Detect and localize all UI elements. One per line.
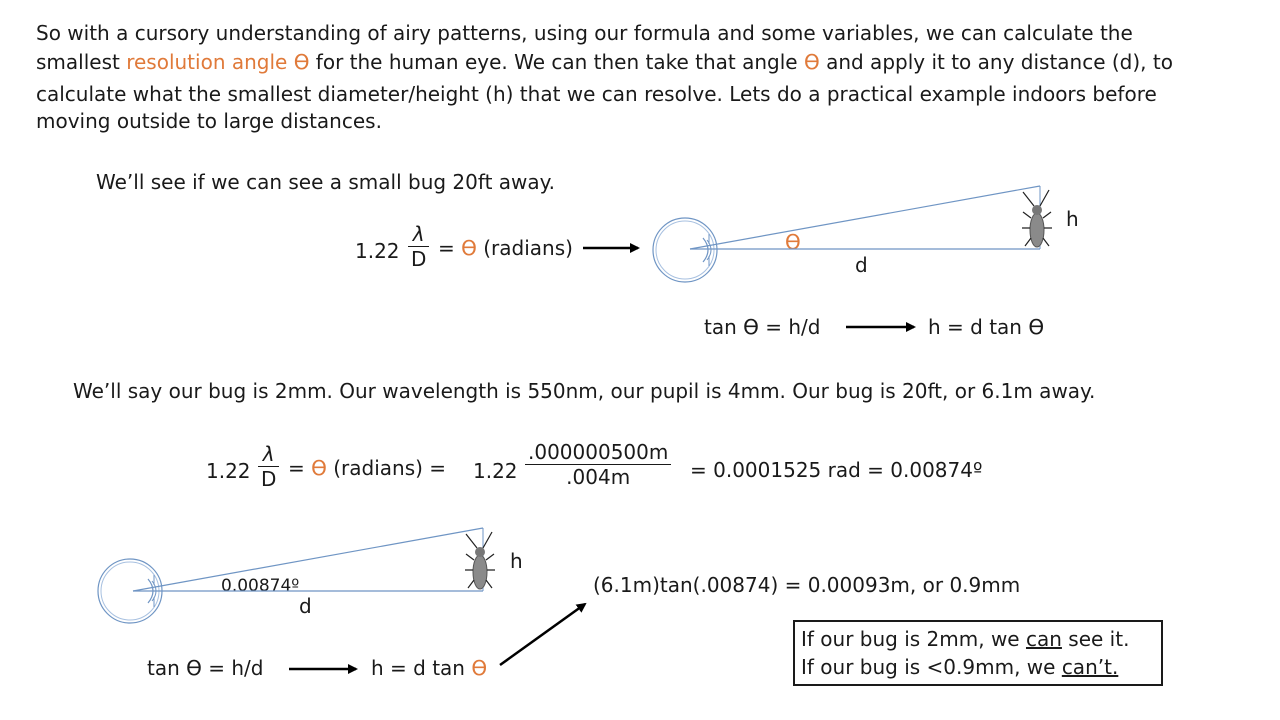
tan-relation2-left: tan ϴ = h/d: [147, 656, 264, 680]
calc-equals: =: [288, 456, 305, 480]
tan-relation2-right-a: h = d tan: [371, 656, 472, 680]
intro-line-2-c: for the human eye. We can then take that angle: [309, 50, 804, 74]
calc-wavelength: .000000500m: [528, 440, 669, 464]
formula1-coef: 1.22: [355, 239, 400, 263]
formula1-lambda: λ: [412, 222, 425, 246]
formula1-equals: =: [438, 236, 455, 260]
tan-relation2-theta: ϴ: [471, 656, 488, 680]
diagram2-d-label: d: [299, 594, 312, 618]
calc-denominator: D: [261, 467, 277, 491]
arrow-to-final-calc: [500, 604, 585, 665]
final-calculation: (6.1m)tan(.00874) = 0.00093m, or 0.9mm: [593, 573, 1021, 597]
bug-icon-1: [1022, 190, 1052, 247]
diagram1-d-label: d: [855, 253, 868, 277]
conclusion-line-1-a: If our bug is 2mm, we: [801, 627, 1026, 651]
calc-coef-2: 1.22: [473, 459, 518, 483]
diagram2-angle-label: 0.00874º: [221, 576, 300, 596]
diagram1-h-label: h: [1066, 207, 1079, 231]
intro-line-2-a: smallest: [36, 50, 127, 74]
intro-line-4: moving outside to large distances.: [36, 109, 382, 133]
calc-lambda: λ: [262, 442, 275, 466]
calc-theta: ϴ: [311, 456, 327, 480]
conclusion-line-2-a: If our bug is <0.9mm, we: [801, 655, 1062, 679]
conclusion-can: can: [1025, 627, 1062, 651]
diagram1-theta-label: ϴ: [785, 230, 801, 254]
calc-result: = 0.0001525 rad = 0.00874º: [690, 458, 983, 482]
intro-line-3: calculate what the smallest diameter/height (h) that we can resolve. Lets do a practical example indoors before: [36, 82, 1157, 106]
calc-pupil: .004m: [566, 465, 631, 489]
diagram2-h-label: h: [510, 549, 523, 573]
formula1-theta: ϴ: [461, 236, 477, 260]
intro-line-1: So with a cursory understanding of airy patterns, using our formula and some variables, we can calculate the: [36, 21, 1133, 45]
sight-line-upper-2: [133, 528, 483, 591]
tan-relation1-left: tan ϴ = h/d: [704, 315, 821, 339]
calc-coef: 1.22: [206, 459, 251, 483]
theta-symbol: ϴ: [803, 50, 820, 74]
assumptions-text: We’ll say our bug is 2mm. Our wavelength is 550nm, our pupil is 4mm. Our bug is 20ft, or 6.1m away.: [73, 379, 1096, 403]
conclusion-line-1-c: see it.: [1061, 627, 1130, 651]
conclusion-cant: can’t.: [1061, 655, 1119, 679]
formula1-unit: (radians): [483, 236, 573, 260]
eye-icon-1: [653, 218, 717, 282]
tan-relation1-right: h = d tan ϴ: [928, 315, 1045, 339]
calc-unit: (radians) =: [333, 456, 447, 480]
sight-line-upper-1: [690, 186, 1040, 249]
formula1-denominator: D: [411, 247, 427, 271]
intro-line-2-e: and apply it to any distance (d), to: [819, 50, 1173, 74]
bug-icon-2: [465, 532, 495, 589]
example-heading: We’ll see if we can see a small bug 20ft away.: [96, 170, 555, 194]
resolution-angle-term: resolution angle ϴ: [126, 50, 310, 74]
